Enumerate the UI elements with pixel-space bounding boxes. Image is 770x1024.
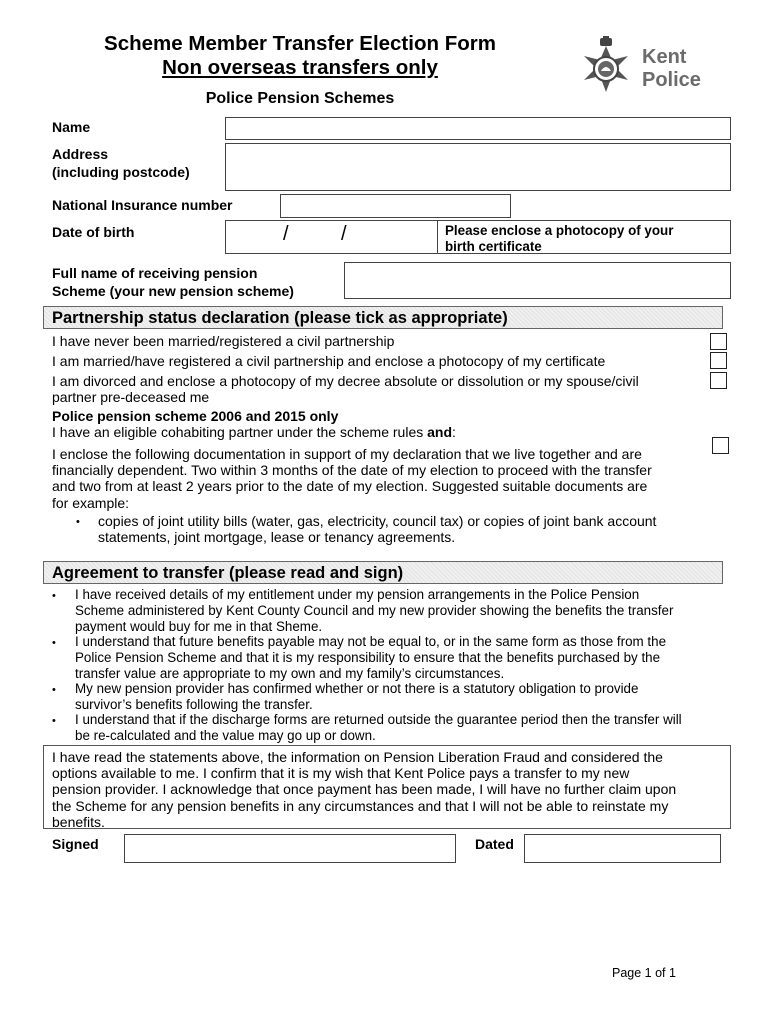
married-checkbox[interactable]	[710, 352, 727, 369]
dob-note-box	[437, 220, 731, 254]
date-field[interactable]	[524, 834, 721, 863]
cohabiting-checkbox[interactable]	[712, 437, 729, 454]
page-number: Page 1 of 1	[612, 966, 676, 980]
never-married-checkbox[interactable]	[710, 333, 727, 350]
bullet-icon: •	[52, 715, 56, 727]
declaration-statement: I have read the statements above, the information on Pension Liberation Fraud and considered the options available to me. I confirm that it is my wish that Kent Police pays a transfer to my new pension provider. I acknowledge that once payment has been made, I will have no further claim upon the Scheme for any pension benefits in any circumstances and that I will not be able to reinstate my benefits.	[52, 749, 677, 830]
partnership-heading: Partnership status declaration (please tick as appropriate)	[43, 306, 723, 329]
logo-text: Kent Police	[642, 46, 701, 91]
agreement-bullet-4: I understand that if the discharge forms are returned outside the guarantee period then the transfer will be re-calculated and the value may go up or down.	[75, 712, 682, 743]
address-field[interactable]	[225, 143, 731, 191]
ni-field[interactable]	[280, 194, 511, 218]
agreement-heading: Agreement to transfer (please read and sign)	[43, 561, 723, 584]
enclose-documentation-text: I enclose the following documentation in support of my declaration that we live together and are financially dependent. Two within 3 months of the date of my election to proceed with the transfer and two from at least 2 years prior to the date of my election. Suggested suitable documents are for example:	[52, 446, 652, 511]
name-field[interactable]	[225, 117, 731, 140]
agreement-bullet-1: I have received details of my entitlement under my pension arrangements in the Police Pension Scheme administered by Kent County Council and my new provider showing the benefits the transfer payment would buy for me in that Sheme.	[75, 587, 674, 634]
scheme-title: Police Pension Schemes	[205, 90, 395, 107]
cohabiting-statement: I have an eligible cohabiting partner under the scheme rules and:	[52, 424, 456, 440]
dated-label: Dated	[475, 836, 514, 852]
signature-field[interactable]	[124, 834, 456, 863]
partnership-option-married: I am married/have registered a civil partnership and enclose a photocopy of my certificate	[52, 353, 606, 369]
bullet-icon: •	[76, 516, 80, 528]
name-label: Name	[52, 119, 91, 135]
dob-separator: /	[283, 223, 289, 245]
police-crest-icon	[574, 36, 638, 102]
signed-label: Signed	[52, 836, 99, 852]
dob-field[interactable]	[225, 220, 438, 254]
receiving-scheme-field[interactable]	[344, 262, 731, 299]
agreement-bullet-2: I understand that future benefits payable may not be equal to, or in the same form as those from the Police Pension Scheme and that it is my responsibility to ensure that the benefits purchased by the transfer value are appropriate to my own and my family’s circumstances.	[75, 634, 667, 681]
dob-separator: /	[341, 223, 347, 245]
agreement-bullet-3: My new pension provider has confirmed whether or not there is a statutory obligation to provide survivor’s benefits following the transfer.	[75, 681, 639, 712]
form-subtitle: Non overseas transfers only	[162, 56, 438, 79]
form-title: Scheme Member Transfer Election Form	[104, 32, 496, 55]
partnership-option-divorced: I am divorced and enclose a photocopy of my decree absolute or dissolution or my spouse/civil partner pre-deceased me	[52, 373, 639, 406]
address-label: Address (including postcode)	[52, 146, 190, 180]
example-documents: copies of joint utility bills (water, gas, electricity, council tax) or copies of joint bank account statements, joint mortgage, lease or tenancy agreements.	[98, 513, 657, 546]
scheme-2006-heading: Police pension scheme 2006 and 2015 only	[52, 408, 339, 424]
partnership-option-never: I have never been married/registered a civil partnership	[52, 333, 395, 349]
bullet-icon: •	[52, 637, 56, 649]
dob-note: Please enclose a photocopy of your birth certificate	[445, 223, 674, 254]
bullet-icon: •	[52, 684, 56, 696]
divorced-checkbox[interactable]	[710, 372, 727, 389]
bullet-icon: •	[52, 590, 56, 602]
dob-label: Date of birth	[52, 224, 135, 240]
kent-police-logo	[574, 36, 724, 102]
receiving-scheme-label: Full name of receiving pension Scheme (your new pension scheme)	[52, 265, 294, 299]
ni-label: National Insurance number	[52, 197, 233, 213]
declaration-box	[43, 745, 731, 829]
